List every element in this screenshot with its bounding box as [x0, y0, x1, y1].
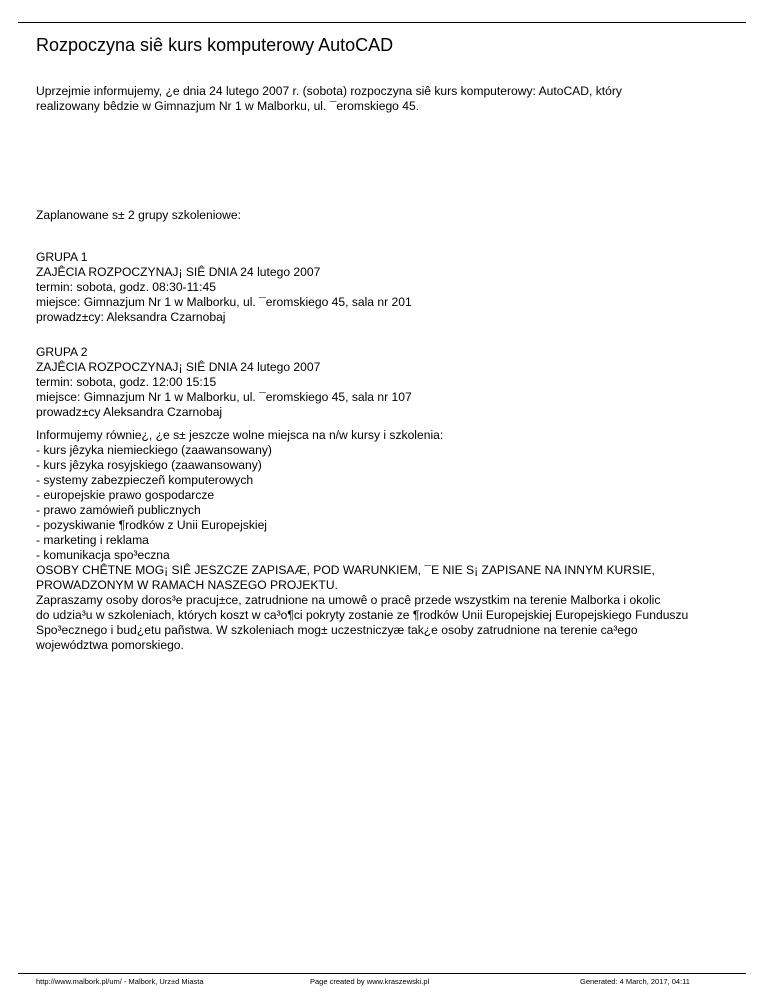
group-heading: GRUPA 2 [36, 345, 88, 359]
list-item: - kurs jêzyka rosyjskiego (zaawansowany) [36, 458, 262, 472]
text-line: miejsce: Gimnazjum Nr 1 w Malborku, ul. ¯eromskiego 45, sala nr 107 [36, 390, 412, 404]
list-item: - europejskie prawo gospodarcze [36, 488, 215, 502]
group-heading: GRUPA 1 [36, 250, 88, 264]
text-line: Uprzejmie informujemy, ¿e dnia 24 lutego 2007 r. (sobota) rozpoczyna siê kurs komputerowy: AutoCAD, który [36, 84, 622, 98]
text-line: PROWADZONYM W RAMACH NASZEGO PROJEKTU. [36, 578, 338, 592]
top-divider [18, 22, 746, 23]
text-line: Spo³ecznego i bud¿etu pañstwa. W szkoleniach mog± uczestniczyæ tak¿e osoby zatrudnione na terenie ca³ego [36, 623, 638, 637]
page-title: Rozpoczyna siê kurs komputerowy AutoCAD [36, 35, 394, 55]
text-line: województwa pomorskiego. [36, 638, 184, 652]
text-line: Informujemy równie¿, ¿e s± jeszcze wolne miejsca na n/w kursy i szkolenia: [36, 428, 444, 442]
footer-generated: Generated: 4 March, 2017, 04:11 [580, 977, 690, 986]
courses-paragraph [36, 428, 688, 653]
text-line: prowadz±cy Aleksandra Czarnobaj [36, 405, 223, 419]
footer-source: http://www.malbork.pl/um/ - Malbork, Urz±d Miasta [36, 977, 204, 986]
text-line: realizowany bêdzie w Gimnazjum Nr 1 w Malborku, ul. ¯eromskiego 45. [36, 99, 420, 113]
list-item: - prawo zamówieñ publicznych [36, 503, 201, 517]
list-item: - marketing i reklama [36, 533, 149, 547]
text-line: Zapraszamy osoby doros³e pracuj±ce, zatrudnione na umowê o pracê przede wszystkim na terenie Malborka i okolic [36, 593, 661, 607]
groups-intro [36, 208, 241, 223]
footer-credit: Page created by www.kraszewski.pl [310, 977, 430, 986]
bottom-divider [18, 973, 746, 974]
text-line: do udzia³u w szkoleniach, których koszt w ca³o¶ci pokryty zostanie ze ¶rodków Unii Europejskiej Europejskiego Funduszu [36, 608, 689, 622]
list-item: - kurs jêzyka niemieckiego (zaawansowany) [36, 443, 272, 457]
text-line: ZAJÊCIA ROZPOCZYNAJ¡ SIÊ DNIA 24 lutego 2007 [36, 265, 321, 279]
list-item: - systemy zabezpieczeñ komputerowych [36, 473, 254, 487]
text-line: ZAJÊCIA ROZPOCZYNAJ¡ SIÊ DNIA 24 lutego 2007 [36, 360, 321, 374]
group-2-block [36, 345, 412, 420]
text-line: termin: sobota, godz. 12:00 15:15 [36, 375, 217, 389]
text-line: miejsce: Gimnazjum Nr 1 w Malborku, ul. ¯eromskiego 45, sala nr 201 [36, 295, 412, 309]
list-item: - pozyskiwanie ¶rodków z Unii Europejskiej [36, 518, 267, 532]
text-line: prowadz±cy: Aleksandra Czarnobaj [36, 310, 226, 324]
intro-paragraph [36, 84, 622, 114]
text-line: Zaplanowane s± 2 grupy szkoleniowe: [36, 208, 241, 222]
text-line: OSOBY CHÊTNE MOG¡ SIÊ JESZCZE ZAPISAÆ, POD WARUNKIEM, ¯E NIE S¡ ZAPISANE NA INNYM KURSIE, [36, 563, 655, 577]
list-item: - komunikacja spo³eczna [36, 548, 170, 562]
group-1-block [36, 250, 412, 325]
text-line: termin: sobota, godz. 08:30-11:45 [36, 280, 216, 294]
